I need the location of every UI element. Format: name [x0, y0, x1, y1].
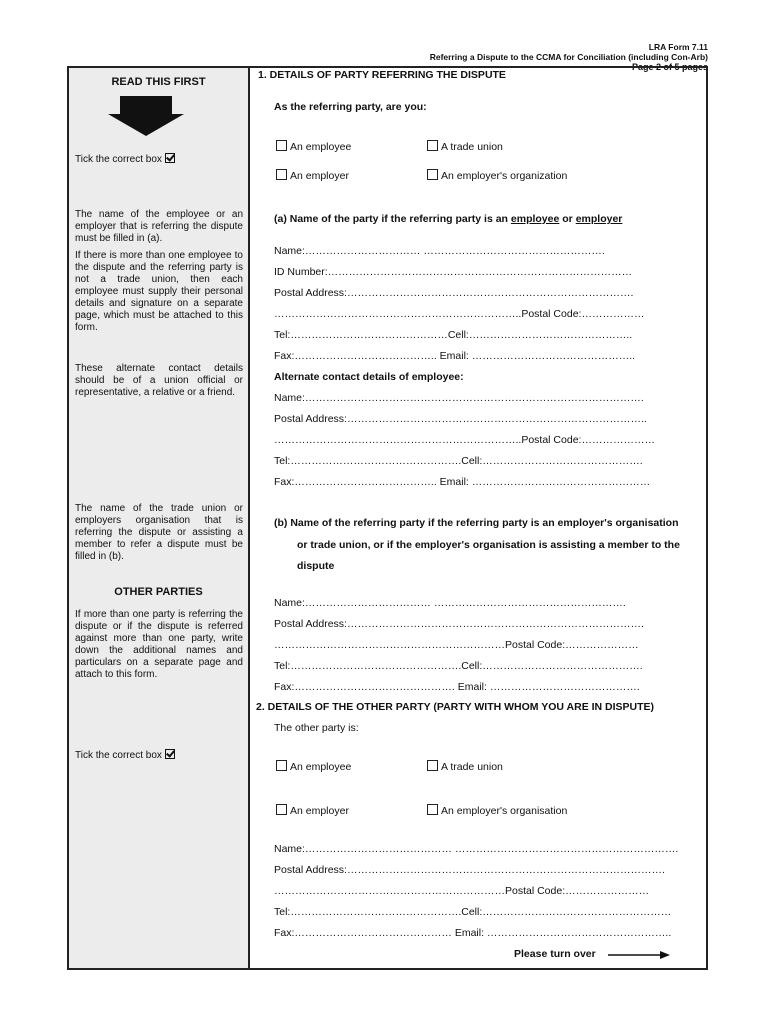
- other-option-employers-organisation[interactable]: An employer's organisation: [427, 804, 567, 817]
- turn-over-note: Please turn over: [514, 948, 596, 960]
- fax-email-field[interactable]: Fax:………………………………….. Email: ………………………………………..: [274, 350, 636, 362]
- other-tel-cell-field[interactable]: Tel:………………………………………….Cell:………………………………………………: [274, 906, 672, 918]
- other-option-employee[interactable]: An employee: [276, 760, 351, 773]
- alt-tel-cell-field[interactable]: Tel:………………………………………….Cell:……………………………………….: [274, 455, 643, 467]
- form-subtitle: Referring a Dispute to the CCMA for Conciliation (including Con-Arb): [429, 52, 708, 62]
- other-postal-code-field[interactable]: …………………………………………………………Postal Code:……………………: [274, 885, 650, 897]
- referring-party-question: As the referring party, are you:: [274, 101, 427, 113]
- read-first-heading: READ THIS FIRST: [111, 76, 206, 88]
- other-fax-email-field[interactable]: Fax:……………………………………… Email: ……………………………………………..: [274, 927, 672, 939]
- guidance-other-parties: If more than one party is referring the dispute or if the dispute is referred against more than one party, write down the additional names and particulars on a separate page and attach to this form.: [75, 609, 243, 680]
- alternate-contact-title: Alternate contact details of employee:: [274, 371, 464, 383]
- b-name-field[interactable]: Name:……………………………… ……………………………………………….: [274, 597, 626, 609]
- other-employee-checkbox[interactable]: [276, 760, 287, 771]
- guidance-referring-name: The name of the employee or an employer that is referring the dispute must be filled in (a).: [75, 209, 243, 244]
- option-trade-union[interactable]: A trade union: [427, 140, 503, 153]
- other-trade-union-checkbox[interactable]: [427, 760, 438, 771]
- id-number-field[interactable]: ID Number:……………………………………………………………………………: [274, 266, 633, 278]
- b-postal-address-field[interactable]: Postal Address:………………………………………………………………………….: [274, 618, 644, 630]
- other-party-intro: The other party is:: [274, 722, 359, 734]
- guidance-union-name: The name of the trade union or employers organisation that is referring the dispute or assisting a member to refer a dispute must be filled in (b).: [75, 503, 243, 562]
- postal-code-field[interactable]: ……………………………………………………………..Postal Code:………………: [274, 308, 645, 320]
- other-employer-checkbox[interactable]: [276, 804, 287, 815]
- other-postal-address-field[interactable]: Postal Address:……………………………………………………………………………….: [274, 864, 665, 876]
- tick-instruction-2: Tick the correct box: [75, 749, 243, 762]
- guidance-alternate-contact: These alternate contact details should be of a union official or representative, a relative or a friend.: [75, 363, 243, 398]
- other-parties-heading: OTHER PARTIES: [114, 586, 203, 598]
- alt-postal-address-field[interactable]: Postal Address:…………………………………………………………………………..: [274, 413, 647, 425]
- subsection-b-title-line3: dispute: [297, 560, 335, 572]
- other-option-trade-union[interactable]: A trade union: [427, 760, 503, 773]
- form-number: LRA Form 7.11: [648, 42, 708, 52]
- page-indicator: Page 2 of 5 pages: [631, 62, 708, 72]
- b-tel-cell-field[interactable]: Tel:………………………………………….Cell:……………………………………….: [274, 660, 643, 672]
- right-arrow-icon: [608, 950, 670, 960]
- ticked-box-icon: [165, 749, 175, 759]
- other-option-employer[interactable]: An employer: [276, 804, 349, 817]
- subsection-b-title-line2: or trade union, or if the employer's organisation is assisting a member to the: [297, 539, 680, 551]
- tel-cell-field[interactable]: Tel:………………………………………Cell:………………………………………..: [274, 329, 633, 341]
- guidance-multiple-employees: If there is more than one employee to the dispute and the referring party is not a trade union, then each employee must supply their personal details and signature on a separate page, which must be attached to this form.: [75, 250, 243, 333]
- option-employers-organization[interactable]: An employer's organization: [427, 169, 567, 182]
- other-employers-organisation-checkbox[interactable]: [427, 804, 438, 815]
- employer-checkbox[interactable]: [276, 169, 287, 180]
- employers-organization-checkbox[interactable]: [427, 169, 438, 180]
- option-employee[interactable]: An employee: [276, 140, 351, 153]
- alt-postal-code-field[interactable]: ……………………………………………………………..Postal Code:…………………: [274, 434, 655, 446]
- b-postal-code-field[interactable]: …………………………………………………………Postal Code:…………………: [274, 639, 639, 651]
- alt-fax-email-field[interactable]: Fax:………………………………….. Email: ……………………………………………: [274, 476, 651, 488]
- subsection-b-title: (b) Name of the referring party if the referring party is an employer's organisation: [274, 517, 679, 529]
- tick-instruction-1: Tick the correct box: [75, 153, 243, 166]
- down-arrow-icon: [106, 96, 186, 136]
- trade-union-checkbox[interactable]: [427, 140, 438, 151]
- alt-name-field[interactable]: Name:…………………………………………………………………………………….: [274, 392, 644, 404]
- postal-address-field[interactable]: Postal Address:……………………………………………………………………….: [274, 287, 634, 299]
- option-employer[interactable]: An employer: [276, 169, 349, 182]
- ticked-box-icon: [165, 153, 175, 163]
- section-2-title: 2. DETAILS OF THE OTHER PARTY (PARTY WITH WHOM YOU ARE IN DISPUTE): [256, 701, 655, 713]
- name-field[interactable]: Name:…………………………… …………………………………………….: [274, 245, 605, 257]
- section-1-title: 1. DETAILS OF PARTY REFERRING THE DISPUTE: [258, 69, 506, 81]
- b-fax-email-field[interactable]: Fax:………………………………………. Email: …………………………………….: [274, 681, 640, 693]
- other-name-field[interactable]: Name:…………………………………… ……………………………………………………….: [274, 843, 679, 855]
- subsection-a-title: (a) Name of the party if the referring party is an employee or employer: [274, 213, 623, 225]
- employee-checkbox[interactable]: [276, 140, 287, 151]
